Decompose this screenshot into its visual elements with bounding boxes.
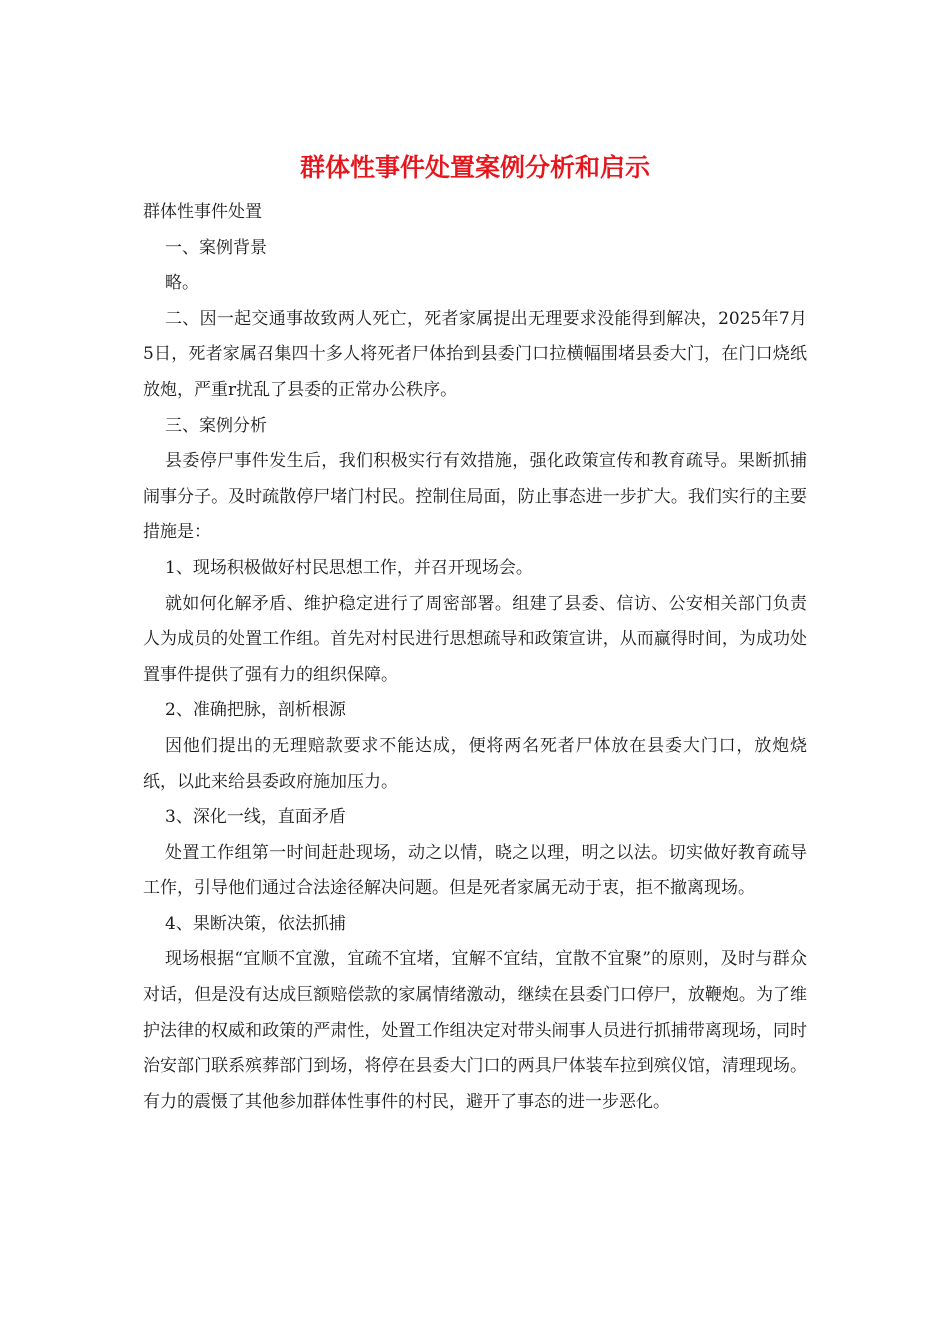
paragraph: 县委停尸事件发生后，我们积极实行有效措施，强化政策宣传和教育疏导。果断抓捕闹事分子。及时疏散停尸堵门村民。控制住局面，防止事态进一步扩大。我们实行的主要措施是： xyxy=(143,451,807,543)
document-body xyxy=(143,195,807,1120)
paragraph: 二、因一起交通事故致两人死亡，死者家属提出无理要求没能得到解决，2025年7月5日，死者家属召集四十多人将死者尸体抬到县委门口拉横幅围堵县委大门，在门口烧纸放炮，严重r扰乱了县委的正常办公秩序。 xyxy=(143,308,807,400)
list-item-heading: 2、准确把脉，剖析根源 xyxy=(165,700,346,721)
paragraph: 因他们提出的无理赔款要求不能达成，便将两名死者尸体放在县委大门口，放炮烧纸，以此来给县委政府施加压力。 xyxy=(143,735,807,792)
section-heading: 三、案例分析 xyxy=(165,415,267,436)
paragraph: 略。 xyxy=(165,273,199,294)
section-heading: 一、案例背景 xyxy=(165,237,267,258)
list-item-heading: 1、现场积极做好村民思想工作，并召开现场会。 xyxy=(165,557,533,578)
list-item-heading: 3、深化一线，直面矛盾 xyxy=(165,807,346,828)
paragraph: 处置工作组第一时间赶赴现场，动之以情，晓之以理，明之以法。切实做好教育疏导工作，引导他们通过合法途径解决问题。但是死者家属无动于衷，拒不撤离现场。 xyxy=(143,842,807,899)
document-title: 群体性事件处置案例分析和启示 xyxy=(299,153,650,182)
list-item-heading: 4、果断决策，依法抓捕 xyxy=(165,913,346,934)
paragraph: 就如何化解矛盾、维护稳定进行了周密部署。组建了县委、信访、公安相关部门负责人为成员的处置工作组。首先对村民进行思想疏导和政策宣讲，从而赢得时间，为成功处置事件提供了强有力的组织保障。 xyxy=(143,593,807,685)
section-heading: 群体性事件处置 xyxy=(143,202,262,222)
paragraph: 现场根据“宜顺不宜激，宜疏不宜堵，宜解不宜结，宜散不宜聚”的原则，及时与群众对话，但是没有达成巨额赔偿款的家属情绪激动，继续在县委门口停尸，放鞭炮。为了维护法律的权威和政策的严肃性，处置工作组决定对带头闹事人员进行抓捕带离现场，同时治安部门联系殡葬部门到场，将停在县委大门口的两具尸体装车拉到殡仪馆，清理现场。有力的震慑了其他参加群体性事件的村民，避开了事态的进一步恶化。 xyxy=(143,949,807,1112)
